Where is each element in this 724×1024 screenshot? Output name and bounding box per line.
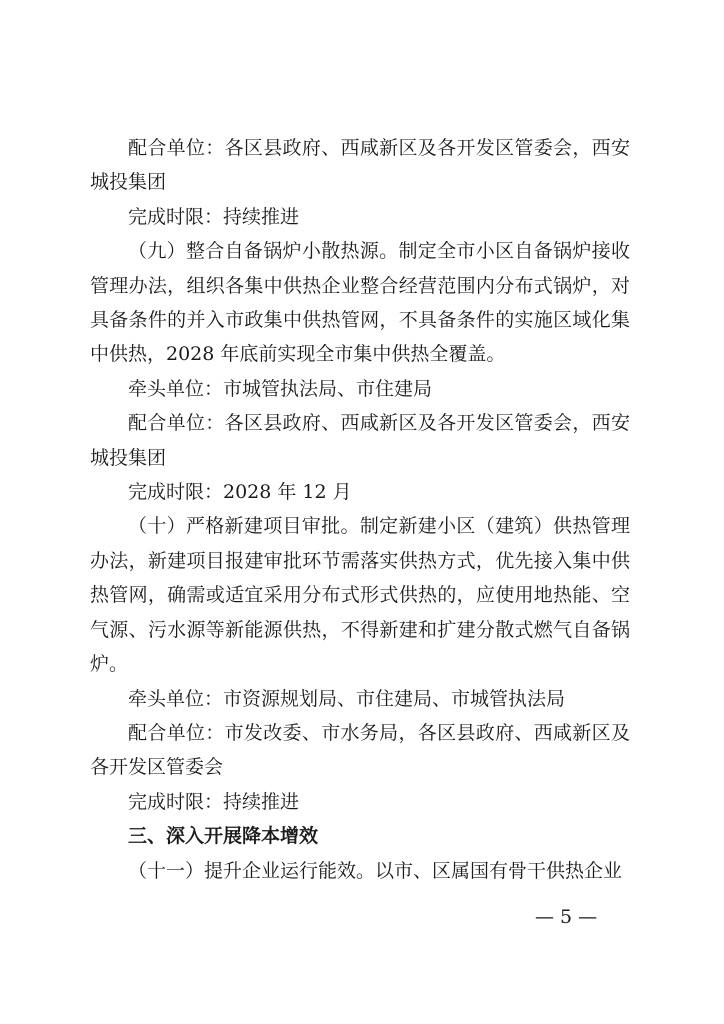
cooperating-units-paragraph: 配合单位：各区县政府、西咸新区及各开发区管委会，西安城投集团 — [90, 137, 630, 194]
section-10-paragraph: （十）严格新建项目审批。制定新建小区（建筑）供热管理办法，新建项目报建审批环节需落实供热方式，优先接入集中供热管网，确需或适宜采用分布式形式供热的，应使用地热能、空气源、污水源等新能源供热，不得新建和扩建分散式燃气自备锅炉。 — [90, 515, 630, 676]
section-11-paragraph: （十一）提升企业运行能效。以市、区属国有骨干供热企业 — [128, 859, 623, 882]
deadline-paragraph: 完成时限：2028 年 12 月 — [128, 481, 352, 504]
cooperating-units-paragraph: 配合单位：市发改委、市水务局，各区县政府、西咸新区及各开发区管委会 — [90, 721, 630, 779]
lead-units-paragraph: 牵头单位：市资源规划局、市住建局、市城管执法局 — [128, 687, 566, 710]
deadline-paragraph: 完成时限：持续推进 — [128, 205, 300, 228]
page-number: — 5 — — [535, 906, 598, 928]
deadline-paragraph: 完成时限：持续推进 — [128, 790, 300, 813]
cooperating-units-paragraph: 配合单位：各区县政府、西咸新区及各开发区管委会，西安城投集团 — [90, 412, 630, 469]
section-heading: 三、深入开展降本增效 — [128, 825, 319, 848]
document-page — [90, 131, 630, 888]
section-9-paragraph: （九）整合自备锅炉小散热源。制定全市小区自备锅炉接收管理办法，组织各集中供热企业整合经营范围内分布式锅炉，对具备条件的并入市政集中供热管网，不具备条件的实施区域化集中供热，2028 年底前实现全市集中供热全覆盖。 — [90, 240, 630, 366]
lead-units-paragraph: 牵头单位：市城管执法局、市住建局 — [128, 377, 433, 400]
